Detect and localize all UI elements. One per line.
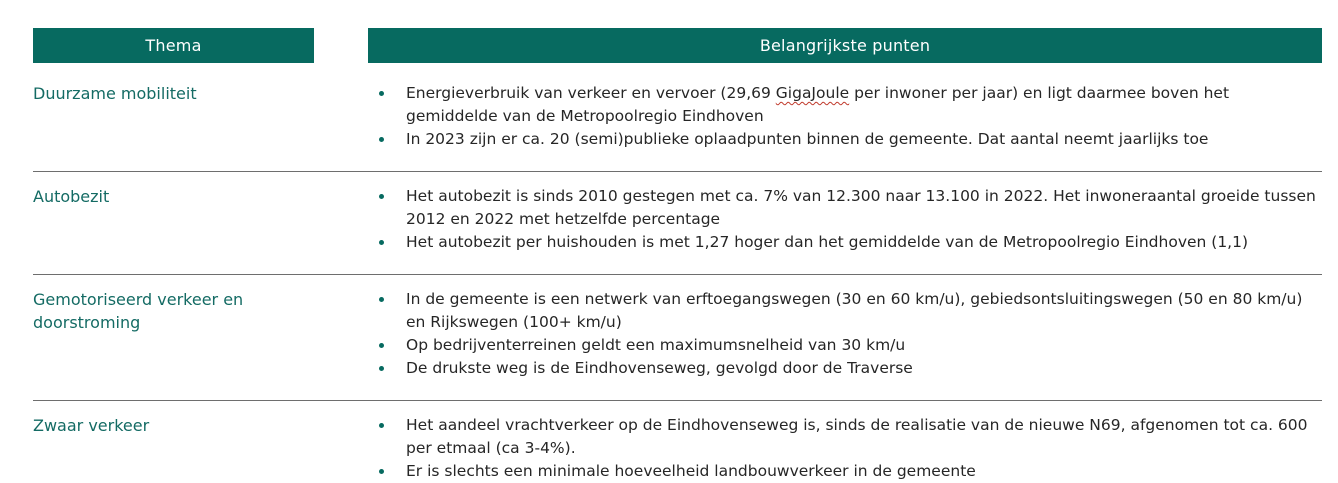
text-segment: per inwoner per jaar) en ligt daarmee boven het gemiddelde van de Metropoolregio Eindhoven (406, 84, 1230, 125)
table-row (33, 401, 1322, 483)
bullet-item (368, 414, 1322, 460)
bullet-text (406, 231, 1322, 254)
bullet-text (406, 128, 1322, 151)
text-segment: Het autobezit per huishouden is met 1,27 hoger dan het gemiddelde van de Metropoolregio Eindhoven (1,1) (406, 233, 1249, 251)
table-header-row (33, 28, 1322, 63)
bullet-icon (379, 343, 384, 348)
text-segment: Het autobezit is sinds 2010 gestegen met ca. 7% van 12.300 naar 13.100 in 2022. Het inwoneraantal groeide tussen 2012 en 2022 met hetzelfde percentage (406, 187, 1316, 228)
thema-punten-table (33, 28, 1322, 483)
punten-cell (368, 288, 1322, 380)
text-segment: In 2023 zijn er ca. 20 (semi)publieke oplaadpunten binnen de gemeente. Dat aantal neemt jaarlijks toe (406, 130, 1209, 148)
thema-cell: Gemotoriseerd verkeer en doorstroming (33, 290, 244, 332)
punten-cell (368, 185, 1322, 254)
bullet-icon (379, 423, 384, 428)
thema-cell: Duurzame mobiliteit (33, 84, 197, 103)
bullet-item (368, 185, 1322, 231)
bullet-icon (379, 469, 384, 474)
misspelled-word: GigaJoule (775, 84, 850, 102)
bullet-text (406, 288, 1322, 334)
bullet-icon (379, 194, 384, 199)
bullet-text (406, 334, 1322, 357)
punten-cell (368, 414, 1322, 483)
table-row (33, 275, 1322, 401)
bullet-item (368, 357, 1322, 380)
bullet-icon (379, 240, 384, 245)
thema-cell: Autobezit (33, 187, 110, 206)
bullet-text (406, 357, 1322, 380)
text-segment: Energieverbruik van verkeer en vervoer (29,69 (406, 84, 776, 102)
bullet-text (406, 460, 1322, 483)
bullet-text (406, 82, 1322, 128)
bullet-text (406, 185, 1322, 231)
thema-cell: Zwaar verkeer (33, 416, 150, 435)
table-row (33, 63, 1322, 172)
text-segment: Op bedrijventerreinen geldt een maximumsnelheid van 30 km/u (406, 336, 906, 354)
table-row (33, 172, 1322, 275)
bullet-item (368, 334, 1322, 357)
bullet-icon (379, 297, 384, 302)
table-rows (33, 63, 1322, 483)
bullet-item (368, 231, 1322, 254)
text-segment: In de gemeente is een netwerk van erftoegangswegen (30 en 60 km/u), gebiedsontsluitingswegen (50 en 80 km/u) en Rijkswegen (100+ km/u) (406, 290, 1303, 331)
bullet-icon (379, 137, 384, 142)
bullet-text (406, 414, 1322, 460)
bullet-item (368, 460, 1322, 483)
bullet-item (368, 288, 1322, 334)
bullet-icon (379, 366, 384, 371)
column-header-thema: Thema (33, 28, 314, 63)
text-segment: Het aandeel vrachtverkeer op de Eindhovenseweg is, sinds de realisatie van de nieuwe N69, afgenomen tot ca. 600 per etmaal (ca 3-4%). (406, 416, 1308, 457)
bullet-item (368, 82, 1322, 128)
text-segment: Er is slechts een minimale hoeveelheid landbouwverkeer in de gemeente (406, 462, 976, 480)
punten-cell (368, 82, 1322, 151)
text-segment: De drukste weg is de Eindhovenseweg, gevolgd door de Traverse (406, 359, 913, 377)
bullet-item (368, 128, 1322, 151)
column-header-belangrijkste-punten: Belangrijkste punten (368, 28, 1322, 63)
bullet-icon (379, 91, 384, 96)
